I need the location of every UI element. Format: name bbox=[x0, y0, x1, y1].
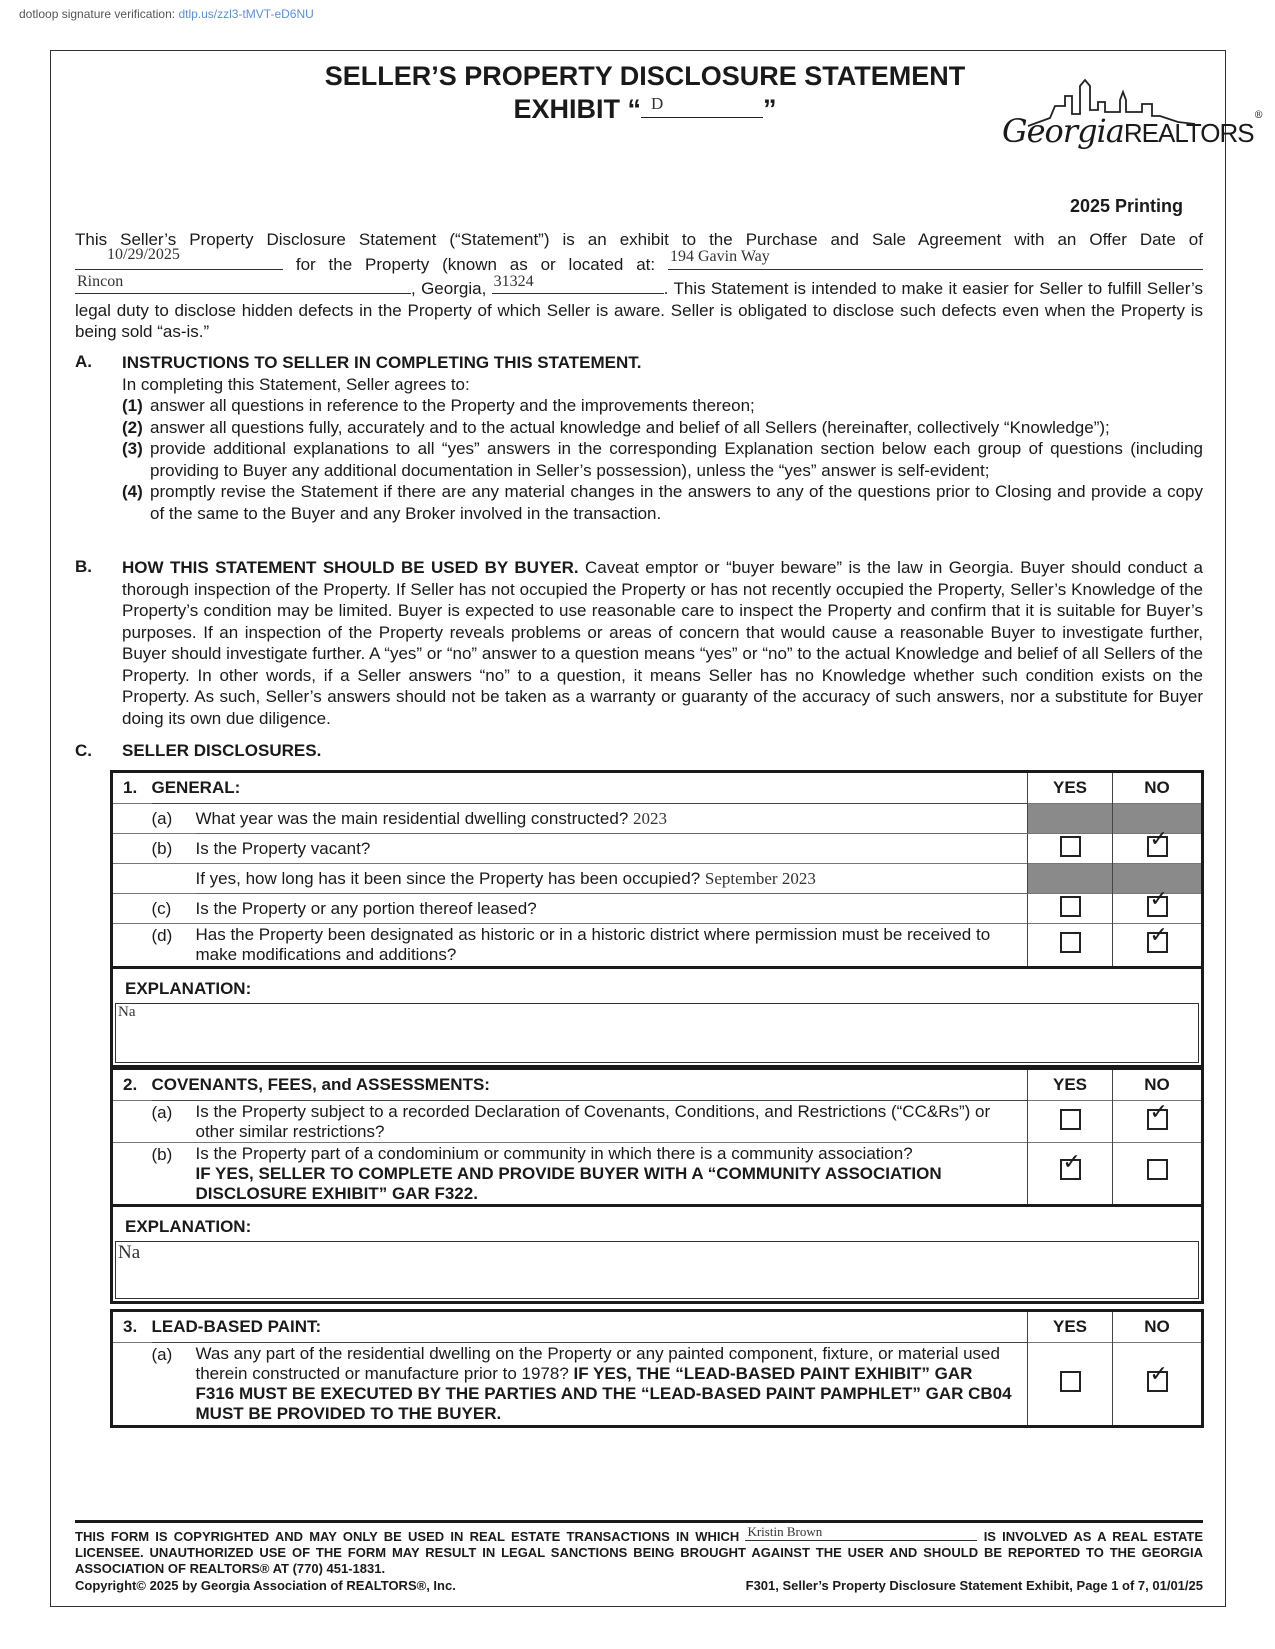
instruction-item: (3) provide additional explanations to all “yes” answers in the corresponding Explanation section below each group of questions (including providing to Buyer any additional documentation in Seller’s possession), unless the “yes” answer is self-evident; bbox=[122, 439, 1203, 480]
yes-checkbox[interactable]: ✓ bbox=[1060, 1159, 1081, 1180]
yes-checkbox[interactable] bbox=[1060, 1371, 1081, 1392]
section-a-lead: In completing this Statement, Seller agrees to: bbox=[122, 374, 470, 394]
logo-text: GeorgiaREALTORS® bbox=[1002, 110, 1263, 150]
explanation-field[interactable]: Na bbox=[115, 1241, 1199, 1299]
no-checkbox[interactable]: ✓ bbox=[1147, 932, 1168, 953]
lead-paint-questions-table bbox=[110, 1309, 1204, 1428]
yes-column-header: YES bbox=[1028, 772, 1113, 804]
section-c-letter: C. bbox=[75, 741, 92, 760]
section-b bbox=[122, 557, 1203, 729]
question-row: (b) Is the Property part of a condominium or community in which there is a community association? IF YES, SELLER TO COMPLETE AND PROVIDE BUYER WITH A “COMMUNITY ASSOCIATION DISCLOSURE EXHIBIT” GAR F322. ✓ bbox=[112, 1143, 1203, 1206]
section-a-letter: A. bbox=[75, 352, 92, 371]
section-a-heading: INSTRUCTIONS TO SELLER IN COMPLETING THIS STATEMENT. bbox=[122, 353, 642, 372]
title-line-2: EXHIBIT “ D ” bbox=[513, 94, 777, 124]
section-c-heading: SELLER DISCLOSURES. bbox=[122, 741, 322, 760]
section-b-letter: B. bbox=[75, 557, 92, 576]
section-b-heading: HOW THIS STATEMENT SHOULD BE USED BY BUYER. bbox=[122, 558, 579, 577]
occupancy-answer[interactable]: September 2023 bbox=[704, 868, 816, 888]
question-row: If yes, how long has it been since the Property has been occupied? September 2023 bbox=[112, 864, 1203, 894]
no-checkbox[interactable] bbox=[1147, 1159, 1168, 1180]
verification-label: dotloop signature verification: bbox=[19, 7, 176, 21]
group-number: 2. bbox=[123, 1075, 138, 1094]
verification-link[interactable]: dtlp.us/zzl3-tMVT-eD6NU bbox=[178, 7, 314, 21]
question-row: (a) Was any part of the residential dwelling on the Property or any painted component, fixture, or material used therein constructed or manufacture prior to 1978? IF YES, THE “LEAD-BASED PAINT EXHIBIT” GAR F316 MUST BE EXECUTED BY THE PARTIES AND THE “LEAD-BASED PAINT PAMPHLET” GAR CB04 MUST BE PROVIDED TO THE BUYER. ✓ bbox=[112, 1343, 1203, 1427]
section-a bbox=[122, 352, 1203, 524]
yes-column-header: YES bbox=[1028, 1311, 1113, 1343]
no-column-header: NO bbox=[1113, 772, 1203, 804]
group-title: GENERAL: bbox=[152, 772, 1028, 804]
group-number: 3. bbox=[123, 1317, 138, 1336]
yes-checkbox[interactable] bbox=[1060, 896, 1081, 917]
instruction-item: (4) promptly revise the Statement if there are any material changes in the answers to any of the questions prior to Closing and provide a copy of the same to the Buyer and any Broker involved in the transaction. bbox=[122, 482, 1203, 523]
offer-date-field[interactable]: 10/29/2025 bbox=[75, 251, 283, 270]
zip-field[interactable]: 31324 bbox=[492, 275, 664, 294]
covenants-questions-table bbox=[110, 1067, 1204, 1304]
section-b-text: Caveat emptor or “buyer beware” is the law in Georgia. Buyer should conduct a thorough inspection of the Property. If Seller has not occupied the Property or has not recently occupied the Property, Seller’s Knowledge of the Property’s condition may be limited. Buyer is expected to use reasonable care to inspect the Property and confirm that it is suitable for Buyer’s purposes. If an inspection of the Property reveals problems or areas of concern that would cause a reasonable Buyer to investigate further, Buyer should investigate further. A “yes” or “no” answer to a question means “yes” or “no” to the actual Knowledge and belief of all Sellers of the Property. In other words, if a Seller answers “no” to a question, it means Seller has no Knowledge whether such condition exists on the Property. As such, Seller’s answers should not be taken as a warranty or guaranty of the accuracy of such answers, nor a substitute for Buyer doing its own due diligence. bbox=[122, 558, 1203, 728]
explanation-label: EXPLANATION: bbox=[112, 968, 1203, 1004]
instruction-item: (1) answer all questions in reference to the Property and the improvements thereon; bbox=[122, 396, 755, 415]
title-line-1: SELLER’S PROPERTY DISCLOSURE STATEMENT bbox=[324, 61, 966, 91]
form-id: F301, Seller’s Property Disclosure Statement Exhibit, Page 1 of 7, 01/01/25 bbox=[745, 1578, 1203, 1593]
question-row: (c) Is the Property or any portion thereof leased? ✓ bbox=[112, 894, 1203, 924]
signature-verification bbox=[19, 7, 314, 21]
exhibit-letter-field[interactable]: D bbox=[641, 95, 763, 118]
question-row: (b) Is the Property vacant? ✓ bbox=[112, 834, 1203, 864]
printing-year: 2025 Printing bbox=[1070, 196, 1184, 216]
year-built-answer[interactable]: 2023 bbox=[633, 808, 668, 828]
question-row: (a) Is the Property subject to a recorded Declaration of Covenants, Conditions, and Restrictions (“CC&Rs”) or other similar restrictions? ✓ bbox=[112, 1101, 1203, 1143]
no-column-header: NO bbox=[1113, 1069, 1203, 1101]
instruction-item: (2) answer all questions fully, accurately and to the actual knowledge and belief of all Sellers (hereinafter, collectively “Knowledge”); bbox=[122, 417, 1110, 437]
address-field[interactable]: 194 Gavin Way bbox=[668, 251, 1203, 270]
explanation-label: EXPLANATION: bbox=[112, 1206, 1203, 1242]
page-title bbox=[250, 60, 1040, 126]
no-checkbox[interactable]: ✓ bbox=[1147, 1371, 1168, 1392]
group-title: COVENANTS, FEES, and ASSESSMENTS: bbox=[152, 1069, 1028, 1101]
no-checkbox[interactable]: ✓ bbox=[1147, 836, 1168, 857]
yes-checkbox[interactable] bbox=[1060, 932, 1081, 953]
question-row: (d) Has the Property been designated as historic or in a historic district where permission must be received to make modifications and additions? ✓ bbox=[112, 924, 1203, 968]
copyright-text: Copyright© 2025 by Georgia Association of REALTORS®, Inc. bbox=[75, 1578, 456, 1593]
no-checkbox[interactable]: ✓ bbox=[1147, 1109, 1168, 1130]
city-field[interactable]: Rincon bbox=[75, 275, 411, 294]
group-number: 1. bbox=[123, 778, 138, 797]
intro-paragraph: This Seller’s Property Disclosure Statement (“Statement”) is an exhibit to the Purchase and Sale Agreement with an Offer Date of 10/29/2025 for the Property (known as or located at: 194 Gavin Way Rincon , Georgia, 31324 . This Statement is intended to make it easier for Seller to fulfill Seller’s legal duty to disclose hidden defects in the Property of which Seller is aware. Seller is obligated to disclose such defects even when the Property is being sold “as-is.” bbox=[75, 230, 1203, 341]
licensee-field[interactable]: Kristin Brown bbox=[745, 1527, 977, 1541]
general-questions-table bbox=[110, 770, 1204, 1068]
georgia-realtors-logo bbox=[1002, 66, 1263, 166]
explanation-field[interactable]: Na bbox=[115, 1003, 1199, 1063]
question-row: (a) What year was the main residential dwelling constructed? 2023 bbox=[112, 804, 1203, 834]
no-checkbox[interactable]: ✓ bbox=[1147, 896, 1168, 917]
group-title: LEAD-BASED PAINT: bbox=[152, 1311, 1028, 1343]
copyright-footer: THIS FORM IS COPYRIGHTED AND MAY ONLY BE USED IN REAL ESTATE TRANSACTIONS IN WHICH Kristin Brown IS INVOLVED AS A REAL ESTATE LICENSEE. UNAUTHORIZED USE OF THE FORM MAY RESULT IN LEGAL SANCTIONS BEING BROUGHT AGAINST THE USER AND SHOULD BE REPORTED TO THE GEORGIA ASSOCIATION OF REALTORS® AT (770) 451-1831. Copyright© 2025 by Georgia Association of REALTORS®, Inc. F301, Seller’s Property Disclosure Statement Exhibit, Page 1 of 7, 01/01/25 bbox=[75, 1520, 1203, 1594]
yes-checkbox[interactable] bbox=[1060, 1109, 1081, 1130]
no-column-header: NO bbox=[1113, 1311, 1203, 1343]
yes-checkbox[interactable] bbox=[1060, 836, 1081, 857]
yes-column-header: YES bbox=[1028, 1069, 1113, 1101]
